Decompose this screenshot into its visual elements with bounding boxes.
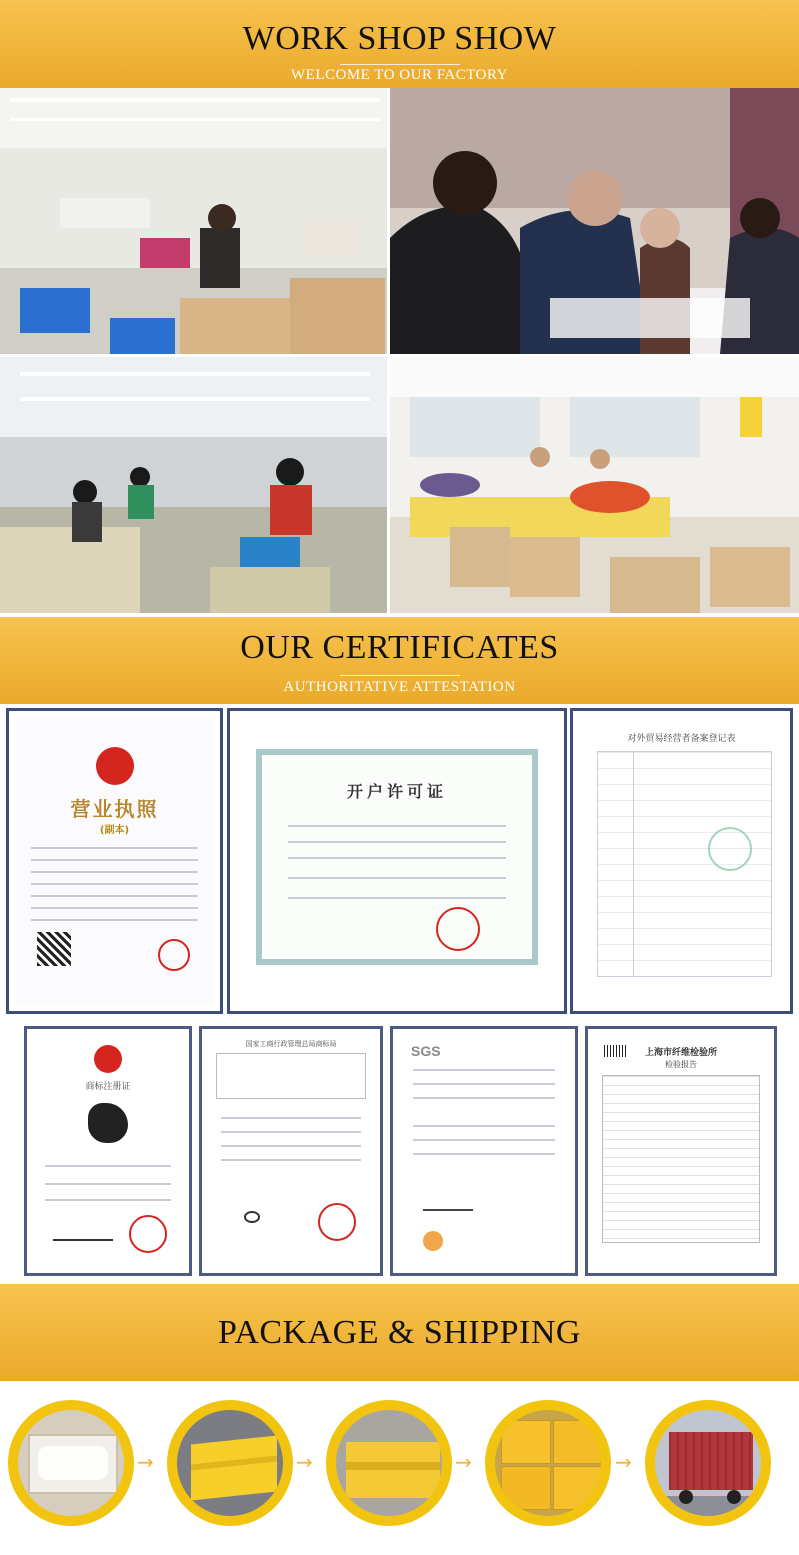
signature-icon <box>423 1197 473 1211</box>
shipping-banner <box>0 1284 799 1381</box>
workshop-banner <box>0 0 799 88</box>
cert-business-license-sub: (副本) <box>99 825 130 836</box>
workshop-photo-production-line <box>0 357 387 613</box>
sgs-logo: SGS <box>411 1043 441 1059</box>
cert-foreign-trade-title: 对外贸易经营者备案登记表 <box>627 734 736 744</box>
cert-inspection-report <box>585 1026 777 1276</box>
certificates-subtitle: AUTHORITATIVE ATTESTATION <box>283 679 516 695</box>
workshop-subtitle: WELCOME TO OUR FACTORY <box>291 67 508 83</box>
workshop-photo-client-visit <box>390 88 799 354</box>
cert-account-permit <box>227 708 567 1014</box>
cert-account-permit-title: 开户许可证 <box>346 782 447 801</box>
official-seal-icon <box>318 1203 356 1241</box>
shipping-step-container-truck <box>645 1400 771 1526</box>
shipping-step-taped-carton <box>326 1400 452 1526</box>
certificates-title: OUR CERTIFICATES <box>240 629 559 666</box>
official-seal-icon <box>436 907 480 951</box>
barcode-icon <box>604 1045 626 1057</box>
shipping-step-sealed-carton <box>167 1400 293 1526</box>
official-seal-icon <box>158 939 190 971</box>
arrow-icon: → <box>615 1450 632 1474</box>
signature-icon <box>53 1231 113 1241</box>
qr-code-icon <box>37 932 71 966</box>
arrow-icon: → <box>455 1450 472 1474</box>
national-emblem-icon <box>94 1045 122 1073</box>
workshop-title: WORK SHOP SHOW <box>242 20 557 57</box>
cert-inspection-sub: 检验报告 <box>665 1060 697 1069</box>
certificates-banner <box>0 617 799 704</box>
cert-trademark <box>24 1026 192 1276</box>
arrow-icon: → <box>296 1450 313 1474</box>
shipping-step-bagged-goods <box>8 1400 134 1526</box>
cert-inspection-title: 上海市纤维检验所 <box>644 1048 717 1058</box>
arrow-icon: → <box>137 1450 154 1474</box>
cert-trademark-title: 商标注册证 <box>85 1082 131 1092</box>
certificates-divider <box>340 675 460 676</box>
sgs-seal-icon <box>423 1231 443 1251</box>
official-seal-icon <box>129 1215 167 1253</box>
official-seal-icon <box>708 827 752 871</box>
shipping-step-stacked-cartons <box>485 1400 611 1526</box>
cert-business-license <box>6 708 223 1014</box>
national-emblem-icon <box>96 747 134 785</box>
cert-sgs-report <box>390 1026 578 1276</box>
shipping-title: PACKAGE & SHIPPING <box>218 1314 581 1351</box>
trademark-mark-icon <box>244 1211 260 1223</box>
workshop-divider <box>340 64 460 65</box>
cert-business-license-title: 营业执照 <box>70 797 159 821</box>
cert-foreign-trade-registration <box>570 708 793 1014</box>
workshop-photo-packing-room <box>390 357 799 613</box>
workshop-photo-sewing-floor <box>0 88 387 354</box>
cert-trademark-app-title: 国家工商行政管理总局商标局 <box>245 1040 337 1048</box>
trademark-logo-icon <box>88 1103 128 1143</box>
cert-trademark-application <box>199 1026 383 1276</box>
